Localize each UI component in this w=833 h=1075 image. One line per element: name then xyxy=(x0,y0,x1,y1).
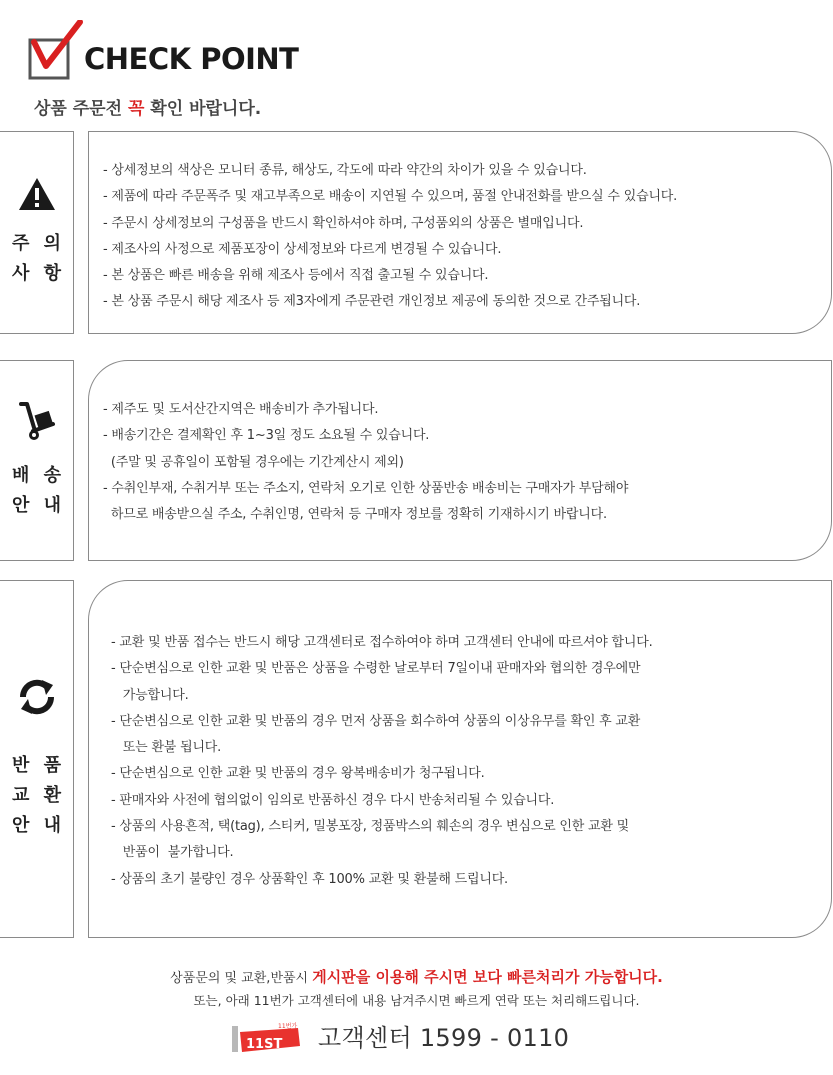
list-item: - 수취인부재, 수취거부 또는 주소지, 연락처 오기로 인한 상품반송 배송비는 구매자가 부담해야 xyxy=(103,480,629,496)
list-item: - 제조사의 사정으로 제품포장이 상세정보와 다르게 변경될 수 있습니다. xyxy=(103,241,502,257)
footer-contact-line: 또는, 아래 11번가 고객센터에 내용 남겨주시면 빠르게 연락 또는 처리해드립니다. xyxy=(193,993,640,1008)
notice-emphasis: 꼭 xyxy=(127,99,145,119)
return-label-line1: 반 품 xyxy=(11,755,66,776)
caution-label-line1: 주 의 xyxy=(11,232,66,254)
hand-truck-icon xyxy=(17,401,57,443)
notice-text-before: 상품 주문전 xyxy=(34,99,128,119)
caution-label-box xyxy=(0,131,74,334)
order-notice xyxy=(34,94,261,119)
customer-center-phone: 고객센터 1599 - 0110 xyxy=(318,1024,570,1052)
caution-content-box xyxy=(88,131,832,334)
shipping-label-line2: 안 내 xyxy=(11,494,66,516)
return-label-box xyxy=(0,580,74,938)
checkbox-check-icon xyxy=(28,20,84,82)
shipping-content-box xyxy=(88,360,832,561)
logo-text: 11ST xyxy=(246,1037,283,1052)
list-item: - 제주도 및 도서산간지역은 배송비가 추가됩니다. xyxy=(103,402,379,417)
warning-icon xyxy=(18,177,56,211)
list-item: - 단순변심으로 인한 교환 및 반품의 경우 왕복배송비가 청구됩니다. xyxy=(111,766,485,782)
refresh-icon xyxy=(17,677,57,717)
list-item: 반품이 불가합니다. xyxy=(111,845,234,861)
logo-sup-text: 11번가 xyxy=(278,1023,298,1030)
list-item: 또는 환불 됩니다. xyxy=(111,740,222,756)
list-item: - 제품에 따라 주문폭주 및 재고부족으로 배송이 지연될 수 있으며, 품절 안내전화를 받으실 수 있습니다. xyxy=(103,189,678,205)
caution-label-line2: 사 항 xyxy=(11,262,66,284)
list-item: - 본 상품 주문시 해당 제조사 등 제3자에게 주문관련 개인정보 제공에 동의한 것으로 간주됩니다. xyxy=(103,294,641,310)
header xyxy=(28,20,328,84)
footer-inquiry-highlight: 게시판을 이용해 주시면 보다 빠른처리가 가능합니다. xyxy=(312,968,663,986)
list-item: - 상세정보의 색상은 모니터 종류, 해상도, 각도에 따라 약간의 차이가 있을 수 있습니다. xyxy=(103,163,587,178)
shipping-list xyxy=(103,397,628,528)
list-item: - 단순변심으로 인한 교환 및 반품의 경우 먼저 상품을 회수하여 상품의 이상유무를 확인 후 교환 xyxy=(111,713,641,729)
list-item: - 판매자와 사전에 협의없이 임의로 반품하신 경우 다시 반송처리될 수 있습니다. xyxy=(111,792,555,808)
11st-logo xyxy=(232,1020,304,1054)
customer-center xyxy=(232,1018,592,1054)
shipping-label-box xyxy=(0,360,74,561)
list-item: - 상품의 초기 불량인 경우 상품확인 후 100% 교환 및 환불해 드립니다. xyxy=(111,871,508,887)
list-item: - 교환 및 반품 접수는 반드시 해당 고객센터로 접수하여야 하며 고객센터 안내에 따르셔야 합니다. xyxy=(111,635,653,650)
page-title: CHECK POINT xyxy=(84,42,299,76)
list-item: 하므로 배송받으실 주소, 수취인명, 연락처 등 구매자 정보를 정확히 기재하시기 바랍니다. xyxy=(103,507,607,523)
list-item: - 배송기간은 결제확인 후 1~3일 정도 소요될 수 있습니다. xyxy=(103,428,430,444)
return-content-box xyxy=(88,580,832,938)
list-item: - 주문시 상세정보의 구성품을 반드시 확인하셔야 하며, 구성품외의 상품은 별매입니다. xyxy=(103,215,584,231)
caution-list xyxy=(103,158,677,316)
list-item: 가능합니다. xyxy=(111,687,189,703)
shipping-label-line1: 배 송 xyxy=(11,464,66,486)
return-label-line3: 안 내 xyxy=(11,815,66,836)
footer-inquiry-line xyxy=(0,966,833,987)
list-item: (주말 및 공휴일이 포함될 경우에는 기간계산시 제외) xyxy=(103,454,404,470)
footer-inquiry-text: 상품문의 및 교환,반품시 xyxy=(170,971,313,986)
notice-text-after: 확인 바랍니다. xyxy=(144,99,262,119)
list-item: - 단순변심으로 인한 교환 및 반품은 상품을 수령한 날로부터 7일이내 판매자와 협의한 경우에만 xyxy=(111,661,641,677)
return-list xyxy=(111,630,653,893)
list-item: - 본 상품은 빠른 배송을 위해 제조사 등에서 직접 출고될 수 있습니다. xyxy=(103,268,489,284)
list-item: - 상품의 사용흔적, 택(tag), 스티커, 밀봉포장, 정품박스의 훼손의 경우 변심으로 인한 교환 및 xyxy=(111,819,630,835)
return-label-line2: 교 환 xyxy=(11,785,66,806)
